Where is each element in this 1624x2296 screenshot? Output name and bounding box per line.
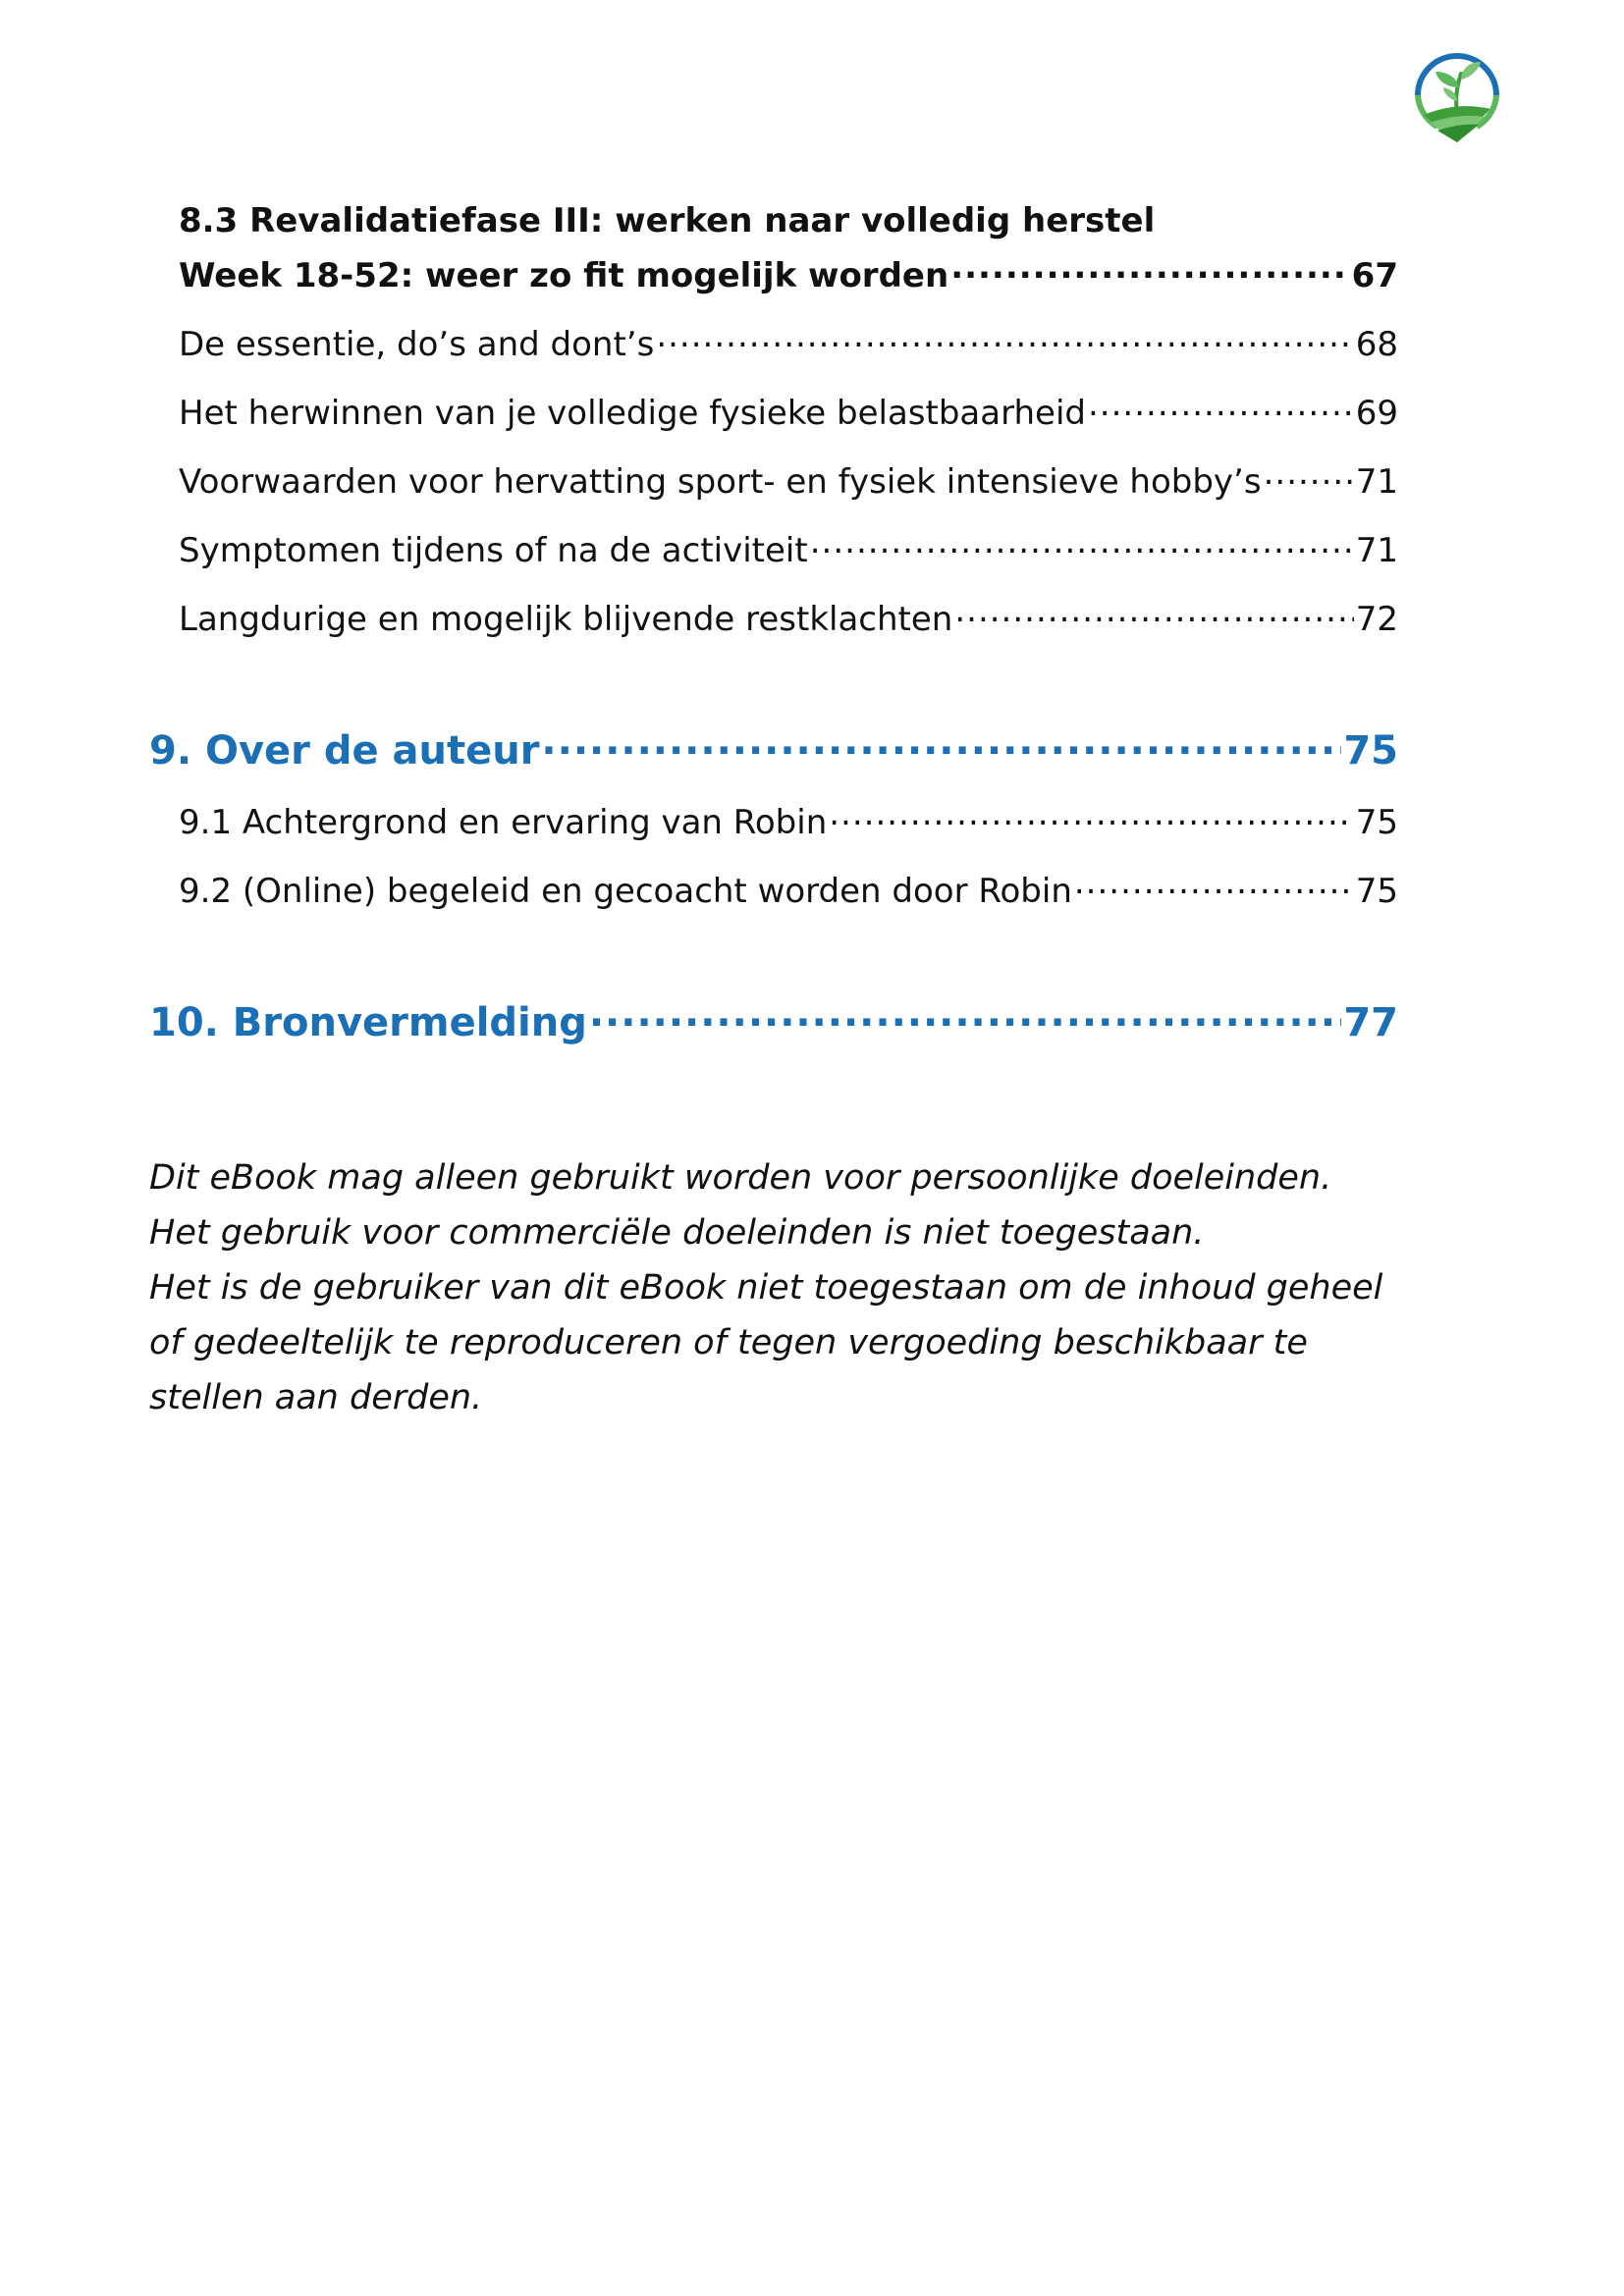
toc-entry-page: 72 bbox=[1355, 600, 1398, 639]
toc-chapter-10[interactable] bbox=[149, 996, 1398, 1051]
toc-entry-label: 9.2 (Online) begeleid en gecoacht worden door Robin bbox=[179, 872, 1072, 911]
toc-entry[interactable] bbox=[179, 597, 1398, 644]
notice-line: Het is de gebruiker van dit eBook niet toegestaan om de inhoud geheel of gedeeltelijk te reproduceren of tegen vergoeding beschikbaar te stellen aan derden. bbox=[149, 1268, 1383, 1417]
toc-section-8-3-title[interactable]: 8.3 Revalidatiefase III: werken naar volledig herstel bbox=[179, 201, 1156, 240]
toc-entry[interactable] bbox=[179, 459, 1398, 507]
usage-notice bbox=[149, 1150, 1406, 1425]
toc-chapter-page: 77 bbox=[1343, 1000, 1398, 1045]
toc-entry-page: 71 bbox=[1355, 531, 1398, 570]
dot-leader bbox=[1264, 459, 1354, 493]
notice-line: Het gebruik voor commerciële doeleinden is niet toegestaan. bbox=[149, 1213, 1205, 1253]
dot-leader bbox=[656, 322, 1353, 355]
toc-chapter-9[interactable] bbox=[149, 724, 1398, 779]
toc-chapter-label: 9. Over de auteur bbox=[149, 728, 540, 774]
toc-entry[interactable] bbox=[179, 528, 1398, 575]
dot-leader bbox=[954, 597, 1353, 630]
toc-entry-label: Symptomen tijdens of na de activiteit bbox=[179, 531, 808, 570]
notice-line: Dit eBook mag alleen gebruikt worden voor persoonlijke doeleinden. bbox=[149, 1158, 1332, 1198]
toc-entry-page: 75 bbox=[1355, 872, 1398, 911]
toc-entry-label: Langdurige en mogelijk blijvende restklachten bbox=[179, 600, 953, 639]
sprout-field-icon bbox=[1410, 44, 1504, 146]
dot-leader bbox=[1088, 391, 1354, 424]
toc-chapter-page: 75 bbox=[1343, 728, 1398, 774]
toc-chapter-label: 10. Bronvermelding bbox=[149, 1000, 587, 1045]
dot-leader bbox=[829, 800, 1353, 833]
toc-entry[interactable] bbox=[179, 322, 1398, 369]
toc-entry-page: 67 bbox=[1351, 256, 1398, 295]
toc-entry-label: 9.1 Achtergrond en ervaring van Robin bbox=[179, 803, 828, 842]
dot-leader bbox=[950, 253, 1349, 287]
toc-entry[interactable] bbox=[179, 391, 1398, 438]
toc-entry-label: Voorwaarden voor hervatting sport- en fysiek intensieve hobby’s bbox=[179, 462, 1262, 502]
toc-entry-page: 69 bbox=[1355, 394, 1398, 433]
toc-entry-page: 75 bbox=[1355, 803, 1398, 842]
toc-entry[interactable] bbox=[179, 800, 1398, 847]
toc-entry-label: Het herwinnen van je volledige fysieke belastbaarheid bbox=[179, 394, 1086, 433]
toc-entry-page: 71 bbox=[1355, 462, 1398, 502]
dot-leader bbox=[589, 996, 1341, 1036]
dot-leader bbox=[810, 528, 1354, 561]
toc-entry-page: 68 bbox=[1355, 325, 1398, 364]
toc-entry[interactable] bbox=[179, 869, 1398, 916]
toc-entry-label: Week 18-52: weer zo fit mogelijk worden bbox=[179, 256, 949, 295]
toc-entry-label: De essentie, do’s and dont’s bbox=[179, 325, 655, 364]
dot-leader bbox=[541, 724, 1341, 764]
toc-entry-section-8-3[interactable] bbox=[179, 253, 1398, 300]
dot-leader bbox=[1074, 869, 1354, 902]
